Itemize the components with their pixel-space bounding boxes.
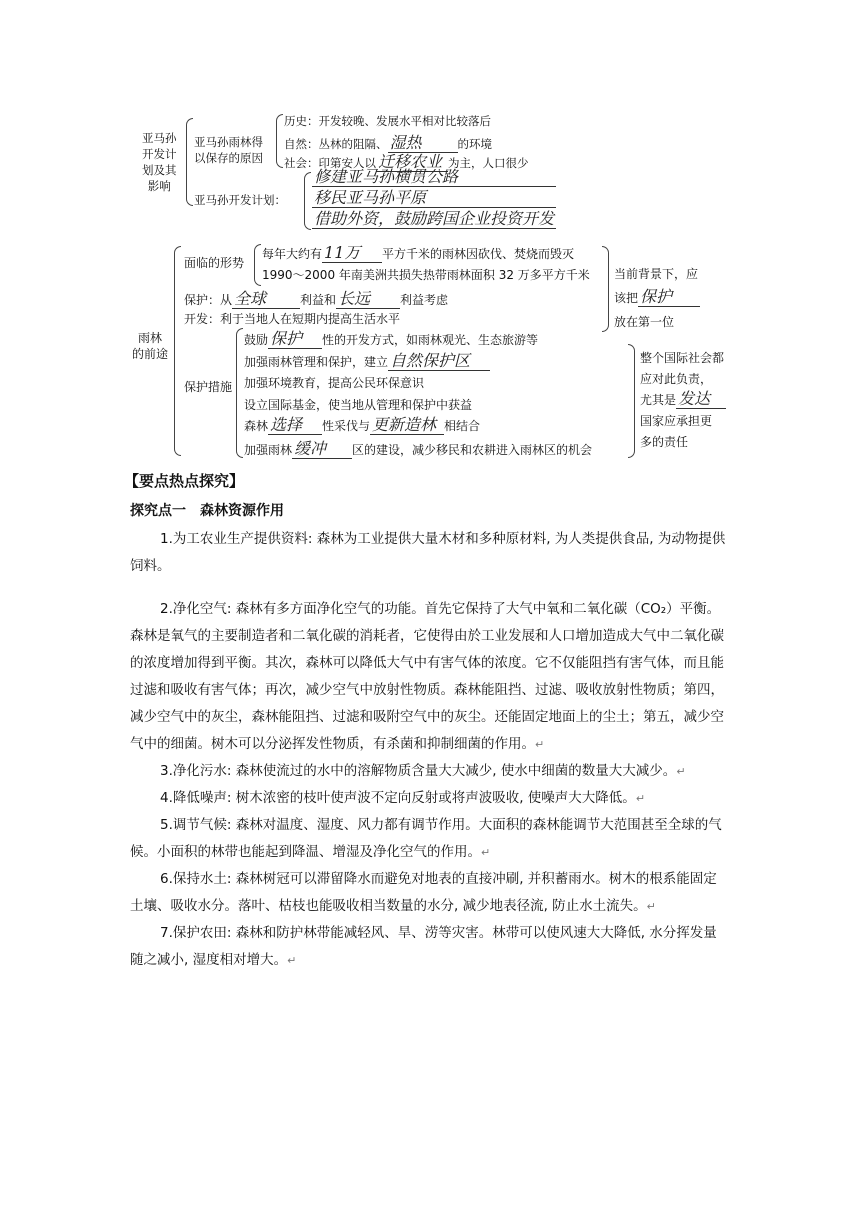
right-top-brace (602, 246, 609, 332)
paragraph-1: 1.为工农业生产提供资料: 森林为工业提供大量木材和多种原材料, 为人类提供食品, 为动物提供饲料。 (130, 531, 726, 574)
return-mark: ↵ (481, 846, 491, 859)
nature-line: 自然：丛林的阻隔、 湿热 的环境 (284, 133, 492, 152)
diagram1-root: 亚马孙 开发计 划及其 影响 (142, 131, 177, 193)
plan-item: 借助外资，鼓励跨国企业投资开发 (314, 209, 555, 228)
sub-heading: 探究点一 森林资源作用 (130, 503, 284, 519)
handwritten-answer: 全球 (232, 290, 300, 309)
handwritten-answer: 长远 (336, 290, 400, 309)
situation-label: 面临的形势 (184, 256, 245, 270)
handwritten-answer: 保护 (638, 288, 700, 307)
right-bottom-brace (628, 344, 635, 458)
diagram2-root: 雨林 的前途 (132, 331, 169, 361)
paragraph-4: 4.降低噪声: 树木浓密的枝叶使声波不定向反射或将声波吸收, 使噪声大大降低。↵ (160, 790, 646, 806)
section-heading: 【要点热点探究】 (124, 472, 245, 490)
return-mark: ↵ (646, 900, 656, 913)
body-text (130, 526, 730, 974)
handwritten-answer: 自然保护区 (388, 352, 490, 371)
paragraph-2: 2.净化空气: 森林有多方面净化空气的功能。首先它保持了大气中氧和二氧化碳（CO₂）平衡。森林是氧气的主要制造者和二氧化碳的消耗者，它使得由於工业发展和人口增加造成大气中二氧化碳的浓度增加得到平衡。其次，森林可以降低大气中有害气体的浓度。它不仅能阻挡有害气体，而且能过滤和吸收有害气体；再次，减少空气中放射性物质。森林能阻挡、过滤、吸收放射性物质；第四，减少空气中的灰尘，森林能阻挡、过滤和吸附空气中的灰尘。还能固定地面上的尘土；第五，减少空气中的细菌。树木可以分泌挥发性物质，有杀菌和抑制细菌的作用。↵ (130, 601, 724, 752)
situation-line-2: 1990～2000 年南美洲共损失热带雨林面积 32 万多平方千米 (262, 268, 590, 282)
handwritten-answer: 发达 (676, 390, 726, 409)
society-line: 社会：印第安人以 迁移农业 为主，人口很少 (284, 152, 529, 171)
return-mark: ↵ (535, 738, 545, 751)
diagram1-root-brace (186, 118, 193, 206)
diagram1-branch2-label: 亚马孙开发计划： (194, 193, 286, 207)
handwritten-answer: 选择 (268, 416, 322, 435)
handwritten-answer: 更新造林 (370, 416, 444, 435)
measure-5: 森林 选择 性采伐与 更新造林 相结合 (244, 415, 481, 434)
paragraph-6: 6.保持水土: 森林树冠可以滞留降水而避免对地表的直接冲刷, 并积蓄雨水。树木的根系能固定土壤、吸收水分。落叶、枯枝也能吸收相当数量的水分, 减少地表径流, 防止水土流失。↵ (130, 871, 717, 914)
handwritten-answer: 缓冲 (292, 440, 352, 459)
return-mark: ↵ (676, 765, 686, 778)
plan-item: 修建亚马孙横贯公路 (312, 168, 556, 187)
measure-4: 设立国际基金，使当地从管理和保护中获益 (244, 398, 473, 412)
diagram1-branch1-label: 亚马孙雨林得 以保存的原因 (194, 135, 263, 165)
diagram1-branch2-brace (304, 172, 311, 230)
measures-label: 保护措施 (184, 380, 233, 394)
situation-line-1: 每年大约有 11万 平方千米的雨林因砍伐、焚烧而毁灭 (262, 243, 575, 262)
paragraph-7: 7.保护农田: 森林和防护林带能减轻风、旱、涝等灾害。林带可以使风速大大降低, 水分挥发量随之减小, 湿度相对增大。↵ (130, 925, 717, 968)
diagram1-branch1-brace (276, 114, 283, 168)
plan-item: 移民亚马孙平原 (312, 189, 556, 208)
diagram2-root-brace (174, 246, 181, 456)
situation-brace (254, 244, 261, 286)
return-mark: ↵ (635, 792, 646, 805)
protect-line: 保护：从 全球 利益和 长远 利益考虑 (184, 289, 449, 308)
measure-6: 加强雨林 缓冲 区的建设，减少移民和农耕进入雨林区的机会 (244, 439, 593, 458)
handwritten-answer: 11万 (322, 244, 382, 263)
handwritten-answer: 保护 (268, 330, 322, 349)
measure-1: 鼓励 保护 性的开发方式，如雨林观光、生态旅游等 (244, 329, 539, 348)
paragraph-5: 5.调节气候: 森林对温度、湿度、风力都有调节作用。大面积的森林能调节大范围甚至全球的气候。小面积的林带也能起到降温、增湿及净化空气的作用。↵ (130, 817, 722, 860)
right-bottom-note: 整个国际社会都 应对此负责， 尤其是 发达 国家应承担更 多的责任 (640, 351, 725, 449)
return-mark: ↵ (287, 954, 297, 967)
develop-line: 开发：利于当地人在短期内提高生活水平 (184, 312, 401, 326)
history-line: 历史：开发较晚、发展水平相对比较落后 (284, 114, 491, 128)
measure-2: 加强雨林管理和保护，建立 自然保护区 (244, 352, 490, 371)
handwritten-answer: 迁移农业 (376, 153, 448, 172)
right-top-note: 当前背景下，应 该把 保护 放在第一位 (614, 267, 699, 329)
handwritten-answer: 湿热 (388, 134, 458, 153)
measures-brace (236, 328, 243, 458)
paragraph-3: 3.净化污水: 森林使流过的水中的溶解物质含量大大减少, 使水中细菌的数量大大减少。↵ (160, 763, 686, 779)
measure-3: 加强环境教育，提高公民环保意识 (244, 376, 425, 390)
plan-list (312, 168, 556, 229)
